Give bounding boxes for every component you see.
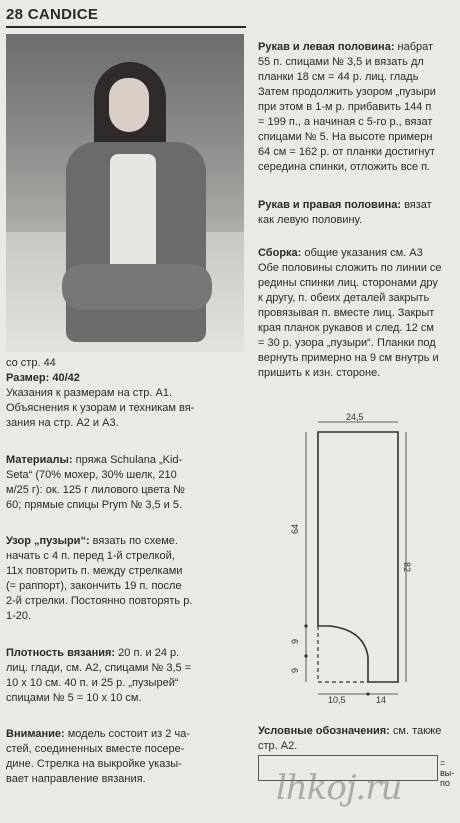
size-line <box>6 371 244 386</box>
dim-lower-b: 9 <box>290 667 300 673</box>
right-sleeve-section: Рукав и правая половина: вязат как левую половину. <box>258 199 432 226</box>
attention-section: Внимание: модель состоит из 2 ча- стей, соединенных вместе посере- дине. Стрелка на выкройке указы- вает направление вязания. <box>6 728 190 785</box>
density-section: Плотность вязания: 20 п. и 24 р. лиц. глади, см. А2, спицами № 3,5 = 10 х 10 см. 40 п. и 25 р. „пузырей“ спицами № 5 = 10 х 10 см. <box>6 647 192 704</box>
assembly-section: Сборка: общие указания см. А3 Обе половины сложить по линии се редины спинки лиц. сторонами дру к другу, п. обеих деталей закрыть провязывая п. вместе лиц. Закрыт края планок рукавов и след. 12 см = 30 р. узора „пузыри“. Планки под вернуть примерно на 9 см внутрь и пришить к изн. стороне. <box>258 247 442 379</box>
size-label: Размер: <box>6 372 50 384</box>
legend-text: = вы- по <box>440 758 455 788</box>
left-sleeve-section: Рукав и левая половина: набрат 55 п. спицами № 3,5 и вязать дл планки 18 см = 44 р. лиц. гладь Затем продолжить узором „пузыри при этом в 1-м р. прибавить 144 п = 199 п., а начиная с 5-го р., вязат спицами № 5. На высоте примерн 64 см = 162 р. от планки достигнут середина спинки, отложить все п. <box>258 41 436 173</box>
dim-right-height: 82 <box>402 562 412 573</box>
materials-section: Материалы: пряжа Schulana „Kid- Seta“ (70% мохер, 30% шелк, 210 м/25 г): ок. 125 г лилового цвета № 60; прямые спицы Prym № 3,5 и 5. <box>6 454 185 511</box>
legend-title: Условные обозначения: см. также стр. А2. <box>258 725 442 752</box>
dim-top: 24,5 <box>346 412 364 422</box>
model-photo <box>6 34 244 352</box>
site-watermark: lhkoj.ru <box>276 768 402 808</box>
title-rule <box>6 26 246 28</box>
pattern-section: Узор „пузыри“: вязать по схеме. начать с 4 п. перед 1-й стрелкой, 11х повторить п. между стрелками (= раппорт), закончить 19 п. после 2-й стрелки. Постоянно повторять р. 1-20. <box>6 535 193 622</box>
dim-bottom-b: 14 <box>376 695 387 705</box>
dim-lower-a: 9 <box>290 638 300 644</box>
dim-left-height: 64 <box>290 523 300 534</box>
page-ref: со стр. 44 <box>6 357 56 369</box>
garment-schematic <box>268 412 412 712</box>
size-value: 40/42 <box>52 372 80 384</box>
dim-bottom-a: 10,5 <box>328 695 346 705</box>
pattern-title: 28 CANDICE <box>6 6 99 23</box>
size-text: Указания к размерам на стр. А1. Объяснения к узорам и техникам вя- зания на стр. А2 и А3. <box>6 387 195 429</box>
